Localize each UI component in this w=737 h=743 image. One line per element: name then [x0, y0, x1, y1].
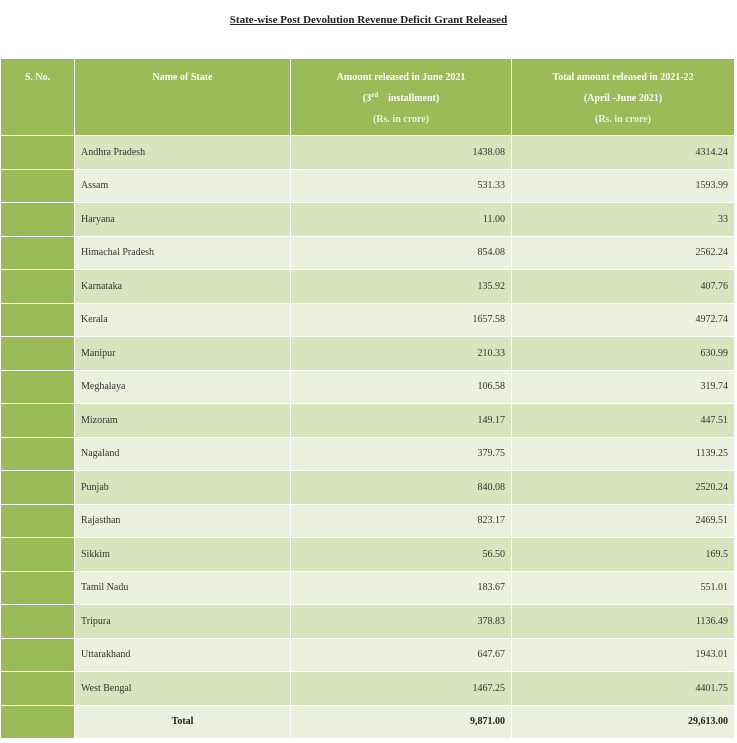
- total-amount-cell: 2469.51: [512, 504, 735, 538]
- total-amount-cell: 319.74: [512, 370, 735, 404]
- sno-cell: [1, 672, 75, 706]
- page-title: State-wise Post Devolution Revenue Deficit Grant Released: [229, 14, 508, 26]
- state-name-cell: Nagaland: [75, 437, 291, 471]
- total-amount-cell: 4401.75: [512, 672, 735, 706]
- header-june-line1: Amount released in June 2021: [336, 72, 466, 83]
- june-amount-cell: 56.50: [291, 538, 512, 572]
- total-amount-cell: 2562.24: [512, 236, 735, 270]
- sno-cell: [1, 605, 75, 639]
- table-row: [1, 437, 735, 471]
- sno-cell: [1, 404, 75, 438]
- state-name-cell: West Bengal: [75, 672, 291, 706]
- june-amount-cell: 378.83: [291, 605, 512, 639]
- total-amount-cell: 4972.74: [512, 303, 735, 337]
- total-june-cell: 9,871.00: [291, 705, 512, 739]
- sno-cell: [1, 270, 75, 304]
- sno-cell: [1, 370, 75, 404]
- total-amount-cell: 4314.24: [512, 136, 735, 170]
- header-total-amount: [512, 59, 735, 136]
- june-amount-cell: 135.92: [291, 270, 512, 304]
- grant-table: [0, 58, 735, 739]
- june-amount-cell: 379.75: [291, 437, 512, 471]
- table-row: [1, 404, 735, 438]
- state-name-cell: Meghalaya: [75, 370, 291, 404]
- table-row: [1, 270, 735, 304]
- total-row: [1, 705, 735, 739]
- total-amount-cell: 1593.99: [512, 169, 735, 203]
- table-row: [1, 638, 735, 672]
- table-row: [1, 303, 735, 337]
- table-body: [1, 136, 735, 739]
- table-row: [1, 571, 735, 605]
- table-row: [1, 672, 735, 706]
- june-amount-cell: 149.17: [291, 404, 512, 438]
- state-name-cell: Mizoram: [75, 404, 291, 438]
- june-amount-cell: 1657.58: [291, 303, 512, 337]
- state-name-cell: Punjab: [75, 471, 291, 505]
- header-total-line2: (April -June 2021): [583, 93, 663, 104]
- table-row: [1, 337, 735, 371]
- sno-cell: [1, 203, 75, 237]
- table-row: [1, 504, 735, 538]
- total-amount-cell: 1139.25: [512, 437, 735, 471]
- sno-cell: [1, 471, 75, 505]
- total-total-cell: 29,613.00: [512, 705, 735, 739]
- sno-cell: [1, 437, 75, 471]
- total-amount-cell: 1943.01: [512, 638, 735, 672]
- state-name-cell: Manipur: [75, 337, 291, 371]
- sno-cell: [1, 538, 75, 572]
- sno-cell: [1, 169, 75, 203]
- sno-cell: [1, 638, 75, 672]
- sno-cell: [1, 504, 75, 538]
- state-name-cell: Himachal Pradesh: [75, 236, 291, 270]
- state-name-cell: Uttarakhand: [75, 638, 291, 672]
- header-june-line2-pre: (3: [362, 93, 372, 104]
- state-name-cell: Kerala: [75, 303, 291, 337]
- table-row: [1, 136, 735, 170]
- header-state: Name of State: [75, 59, 291, 136]
- june-amount-cell: 1467.25: [291, 672, 512, 706]
- sno-cell: [1, 303, 75, 337]
- total-amount-cell: 551.01: [512, 571, 735, 605]
- header-june-amount: [291, 59, 512, 136]
- state-name-cell: Haryana: [75, 203, 291, 237]
- june-amount-cell: 840.08: [291, 471, 512, 505]
- header-june-line2: [297, 88, 505, 109]
- total-amount-cell: 630.99: [512, 337, 735, 371]
- header-june-line2-sup: rd: [371, 91, 379, 99]
- june-amount-cell: 210.33: [291, 337, 512, 371]
- table-row: [1, 471, 735, 505]
- june-amount-cell: 531.33: [291, 169, 512, 203]
- sno-cell: [1, 236, 75, 270]
- total-amount-cell: 447.51: [512, 404, 735, 438]
- state-name-cell: Rajasthan: [75, 504, 291, 538]
- state-name-cell: Andhra Pradesh: [75, 136, 291, 170]
- header-june-line3: (Rs. in crore): [372, 114, 429, 125]
- june-amount-cell: 106.58: [291, 370, 512, 404]
- table-row: [1, 169, 735, 203]
- total-amount-cell: 407.76: [512, 270, 735, 304]
- table-row: [1, 370, 735, 404]
- header-sno: S. No.: [1, 59, 75, 136]
- june-amount-cell: 854.08: [291, 236, 512, 270]
- sno-cell: [1, 136, 75, 170]
- june-amount-cell: 823.17: [291, 504, 512, 538]
- june-amount-cell: 183.67: [291, 571, 512, 605]
- table-row: [1, 203, 735, 237]
- total-sno-cell: [1, 705, 75, 739]
- total-amount-cell: 2520.24: [512, 471, 735, 505]
- june-amount-cell: 11.00: [291, 203, 512, 237]
- total-amount-cell: 33: [512, 203, 735, 237]
- sno-cell: [1, 337, 75, 371]
- state-name-cell: Sikkim: [75, 538, 291, 572]
- total-label-cell: Total: [75, 705, 291, 739]
- state-name-cell: Assam: [75, 169, 291, 203]
- header-total-line1: Total amount released in 2021-22: [552, 72, 694, 83]
- total-amount-cell: 169.5: [512, 538, 735, 572]
- state-name-cell: Tamil Nadu: [75, 571, 291, 605]
- header-total-line3: (Rs. in crore): [594, 114, 651, 125]
- header-june-line2-post: installment): [388, 93, 440, 104]
- june-amount-cell: 1438.08: [291, 136, 512, 170]
- state-name-cell: Karnataka: [75, 270, 291, 304]
- sno-cell: [1, 571, 75, 605]
- table-header-row: [1, 59, 735, 136]
- total-amount-cell: 1136.49: [512, 605, 735, 639]
- state-name-cell: Tripura: [75, 605, 291, 639]
- table-row: [1, 236, 735, 270]
- table-row: [1, 538, 735, 572]
- table-row: [1, 605, 735, 639]
- june-amount-cell: 647.67: [291, 638, 512, 672]
